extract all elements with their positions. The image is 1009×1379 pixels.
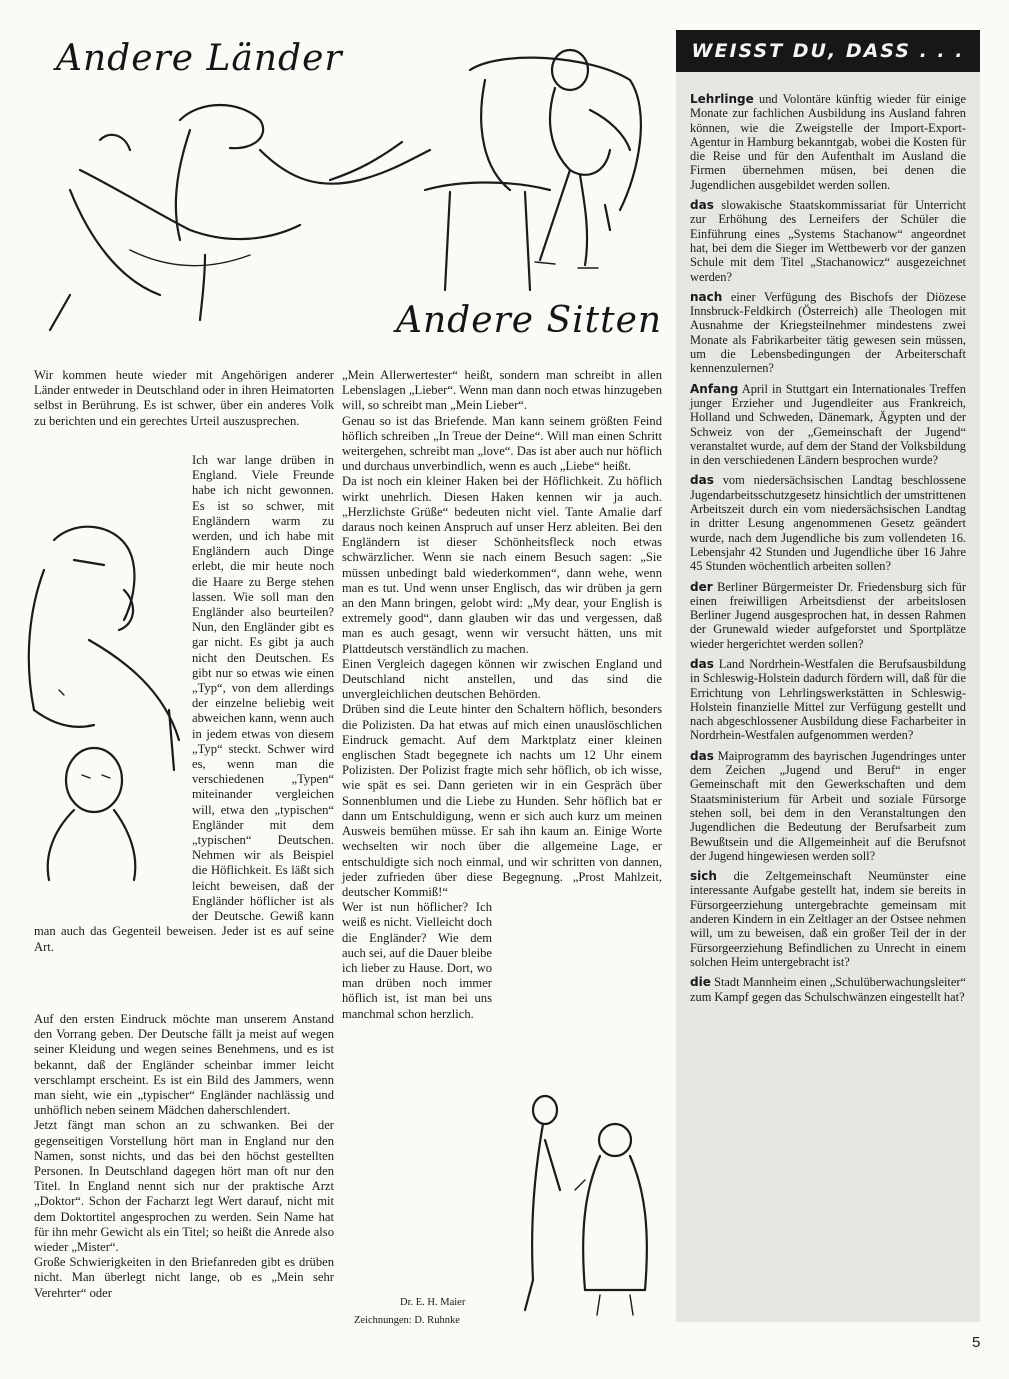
sidebar-item [690,473,966,573]
article-paragraph: Genau so ist das Briefende. Man kann seinem größten Feind höflich schreiben „In Treue der Deine“. Will man einen Schritt weitergehen, schreibt man „love“. Das ist aber auch nur höflich und durchaus unverbindlich, wenn es auch „Liebe“ heißt. [342,413,662,474]
sketch-spacer [34,498,192,922]
article-paragraph: Einen Vergleich dagegen können wir zwischen England und Deutschland nicht anstellen, und das sind die unvergleichlichen deutschen Behörden. [342,656,662,702]
sidebar-item-lead: Anfang [690,381,739,396]
article-paragraph: „Mein Allerwertester“ heißt, sondern man schreibt in allen Lebenslagen „Lieber“. Wenn man dann noch etwas hinzugeben will, so schreibt man „Mein Lieber“. [342,368,662,413]
sidebar-item-text: slowakische Staatskommissariat für Unterricht zur Erhöhung des Lerneifers der Schüler die Einführung eines „Systems Stachanow“ angeordnet hat, bei dem die Sieger im Wettbewerb vor der ganzen Schule mit dem Titel „Stachanowicz“ ausgezeichnet werden? [690,198,966,284]
sidebar-item [690,382,966,468]
article-paragraph: Wer ist nun höflicher? Ich weiß es nicht. Vielleicht doch die Engländer? Wie dem auch sei, auf die Dauer bleibe ich lieber zu Hause. Dort, wo man drüben noch immer höflich ist, ist man bei uns manchmal schon herzlich. [342,900,492,1021]
sidebar-item [690,749,966,863]
sidebar-item-text: Land Nordrhein-Westfalen die Berufsausbildung in Schleswig-Holstein dadurch fördern will, daß für die Errichtung von Lehrlingswerkstätten in Schleswig-Holstein finanzielle Mittel zur Verfügung gestellt und nach abgeschlossener Ausbildung diese Facharbeiter in Nordrhein-Westfalen aufgenommen werden? [690,656,966,743]
sidebar-item-lead: das [690,473,714,488]
sidebar-did-you-know [676,30,980,1322]
article-paragraph: Wir kommen heute wieder mit Angehörigen anderer Länder entweder in Deutschland oder in ihren Heimatorten selbst in Berührung. Es ist schwer, über ein anderes Volk zu berichten und ein gerechtes Urteil auszusprechen. [34,368,334,428]
article-column-1-body [34,453,334,955]
article-paragraph: Da ist noch ein kleiner Haken bei der Höflichkeit. Zu höflich wirkt unehrlich. Diesen Haken kennen wir ja auch. „Herzlichste Grüße“ bedeuten nicht viel. Tante Amalie darf daraus noch keinen Anspruch auf unser Herz ableiten. Bei den Engländern ist dieser Schönheitsfleck noch etwas schwärzlicher. Wenn sie nach einem Besuch sagen: „Sie müssen unbedingt bald wiederkommen“, dann wehe, wenn man es tut. Und wenn unser Englisch, das wir drüben ja gern an den Mann bringen, gelobt wird: „My dear, your English is extremely good“, dann glauben wir das und vergessen, daß man es auch gesagt, wenn wir versucht hätten, uns mit Plattdeutsch verständlich zu machen. [342,474,662,656]
sidebar-list [690,92,966,1010]
sidebar-item-lead: sich [690,869,717,884]
article-paragraph: Ich war lange drüben in England. Viele Freunde habe ich nicht gewonnen. Es ist so schwer, mit Engländern warm zu werden, und ich habe mit Engländern auch Dinge erlebt, die mir heute noch die Haare zu Berge stehen lassen. Wie soll man den Engländer also beurteilen? Nun, den Engländer gibt es gar nicht. Es gibt ja auch nicht den Deutschen. Es gibt nur so etwas wie einen „Typ“, von dem allerdings der einzelne beliebig weit abweichen kann, wenn auch in jedem etwas von diesem „Typ“ steckt. Schwer wird es, wenn man die verschiedenen „Typen“ miteinander vergleichen will, etwa den „typischen“ Engländer mit dem „typischen“ Deutschen. Nehmen wir als Beispiel die Höflichkeit. Es läßt sich leicht beweisen, daß der Engländer höflicher ist als der Deutsche. Gewiß kann man auch das Gegenteil beweisen. Jeder ist es auf seine Art. [34,453,334,954]
author-credit: Dr. E. H. Maier [400,1297,466,1308]
sidebar-item-lead: die [690,975,711,990]
article-column-1-lower [34,1012,334,1301]
article-column-2 [342,368,662,1022]
sidebar-item-lead: das [690,656,714,671]
sidebar-item [690,290,966,376]
illustrator-credit: Zeichnungen: D. Ruhnke [354,1315,460,1326]
sidebar-item-text: vom niedersächsischen Landtag beschlossene Jugendarbeitsschutzgesetz hinsichtlich der umstrittenen Arbeitszeit durch ein vom niedersächsischen Landtag in dritter Lesung angenommenen Gesetz geändert wurde, nach dem Jugendliche bis zum vollendeten 16. Lebensjahr 42 Stunden und Jugendliche über 16 Jahre 45 Stunden wöchentlich arbeiten sollen? [690,473,966,574]
sidebar-item-lead: der [690,579,713,594]
article-title: Andere Länder [56,38,343,79]
sidebar-item [690,975,966,1004]
sidebar-item-lead: das [690,198,714,213]
sidebar-item-text: die Zeltgemeinschaft Neumünster eine interessante Aufgabe gestellt hat, indem sie bereits in Fürsorgeerziehung untergebrachte gemeinsam mit anderen Kindern in ein Zeltlager an der Ostsee nehmen will, um zu beweisen, daß ein großer Teil der in der Fürsorgeerziehung Befindlichen zu Unrecht in einem solchen Heim untergebracht ist? [690,869,966,969]
sidebar-item-text: einer Verfügung des Bischofs der Diözese Innsbruck-Feldkirch (Österreich) alle Theologen mit Ausnahme der Kriegsteilnehmer mindestens zwei Monate als Fabrikarbeiter tätig gewesen sein müssen, um die Lebensbedingungen der Arbeiterschaft kennenzulernen? [690,289,966,376]
article-subtitle: Andere Sitten [396,300,663,341]
sidebar-item [690,869,966,969]
sidebar-item-text: Maiprogramm des bayrischen Jugendringes unter dem Zeichen „Jugend und Beruf“ in enger Gemeinschaft mit den Gewerkschaften und dem Staatsministerium für Arbeit und soziale Fürsorge stehen soll, bei dem in den Veranstaltungen den Jugendlichen die Bedeutung der Berufsarbeit zum Bewußtsein und die Allgemeinheit auf die Berufsnot der Jugend hingewiesen werden soll? [690,748,966,863]
sidebar-item-text: und Volontäre künftig wieder für einige Monate zur fachlichen Ausbildung ins Ausland fahren können, wie die Zweigstelle der Import-Export-Agentur in Hamburg bekanntgab, wobei die Kosten für die Reise und für den Aufenthalt im Ausland die Firmen übernehmen müsen, bei denen die Jugendlichen ausgebildet werden sollen. [690,92,966,192]
article-paragraph: Auf den ersten Eindruck möchte man unserem Anstand den Vorrang geben. Der Deutsche fällt ja meist auf wegen seiner Kleidung und wegen seines Benehmens, und es ist bekannt, daß der Engländer scheinbar immer leicht verschlampt erscheint. Es ist ein Bild des Jammers, wenn man sieht, wie ein „typischer“ Engländer nachlässig und unhöflich neben seinem Mädchen daherschlendert. [34,1012,334,1118]
sidebar-item [690,580,966,651]
article-column-1 [34,368,334,429]
article-paragraph: Jetzt fängt man schon an zu schwanken. Bei der gegenseitigen Vorstellung hört man in England nur den Namen, sonst nichts, und das bei den höchst gestellten Personen. In Deutschland dagegen hört man oft nur den Titel. In England nennt sich nur der praktische Arzt „Doktor“. Schon der Facharzt legt Wert darauf, nicht mit dem Doktortitel angesprochen zu werden. Sein Name hat für ihn mehr Gewicht als ein Titel; so heißt die Anrede also wieder „Mister“. [34,1118,334,1255]
article-paragraph: Große Schwierigkeiten in den Briefanreden gibt es drüben nicht. Man überlegt nicht lange, ob es „Mein sehr Verehrter“ oder [34,1255,334,1300]
illustration-walking-couple [505,1080,665,1320]
sidebar-item-lead: nach [690,289,723,304]
sidebar-item [690,198,966,284]
sidebar-item-text: Stadt Mannheim einen „Schulüberwachungsleiter“ zum Kampf gegen das Schulschwänzen eingestellt hat? [690,975,966,1004]
sidebar-item [690,657,966,743]
sidebar-header: WEISST DU, DASS . . . [676,30,980,72]
page-number: 5 [972,1334,981,1351]
illustration-lounging-figures [30,40,670,340]
sidebar-item [690,92,966,192]
sidebar-item-text: Berliner Bürgermeister Dr. Friedensburg sich für einen freiwilligen Arbeitsdienst der arbeitslosen Berliner Jugend ausgesprochen hat, in dessen Rahmen der Grunewald wieder aufgeforstet und Sportplätze wieder hergerichtet werden sollen? [690,579,966,651]
sidebar-item-lead: das [690,748,714,763]
article-paragraph: Drüben sind die Leute hinter den Schaltern höflich, besonders die Polizisten. Da hat etwas auf mich einen unauslöschlichen Eindruck gemacht. Auf dem Marktplatz einer kleinen englischen Stadt begegnete ich nachts um 12 Uhr einem Polizisten. Der Polizist fragte mich sehr höflich, ob ich wisse, wie spät es sei. Dann gerieten wir in ein Gespräch über Sonnenblumen und die Liebe zu Hunden. Sehr höflich bat er dann um Entschuldigung, wenn er sich auch kurz um meinen Ausweis bemühen müsse. Er sah ihn kaum an. Einige Worte wechselten wir noch über die allgemeine Lage, er entschuldigte sich noch einmal, und wir schritten von dannen, jeder zufrieden über diese Begegnung. „Prost Mahlzeit, deutscher Kommiß!“ [342,702,662,899]
sidebar-item-lead: Lehrlinge [690,92,754,106]
sidebar-item-text: April in Stuttgart ein Internationales Treffen junger Erzieher und Jugendleiter aus Frankreich, Holland und Schweden, Dänemark, Ägypten und der Schweiz von der „Gemeinschaft der Jugend“ veranstaltet wurde, auf dem der Stand der Volksbildung in den verschiedenen Ländern besprochen wurde? [690,381,966,468]
